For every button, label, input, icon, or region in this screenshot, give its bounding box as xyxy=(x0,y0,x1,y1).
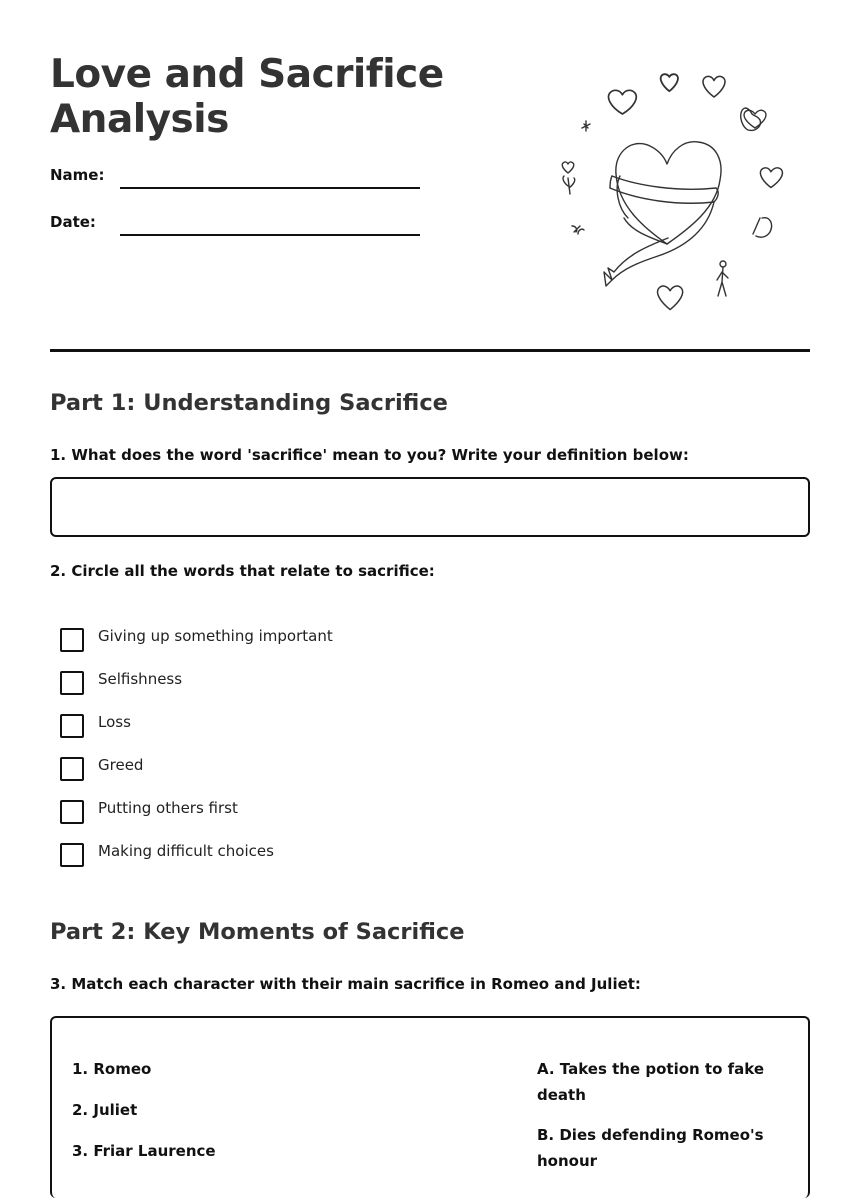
checkbox-label: Giving up something important xyxy=(98,627,333,645)
checkbox[interactable] xyxy=(60,671,84,695)
character-item: 1. Romeo xyxy=(72,1060,152,1078)
heart-with-ribbon-illustration xyxy=(548,68,798,318)
checkbox-label: Greed xyxy=(98,756,144,774)
checkbox-label: Making difficult choices xyxy=(98,842,274,860)
checkbox[interactable] xyxy=(60,800,84,824)
question-3: 3. Match each character with their main sacrifice in Romeo and Juliet: xyxy=(50,975,641,993)
page-title xyxy=(50,52,470,142)
name-field[interactable] xyxy=(120,187,420,189)
sacrifice-item: B. Dies defending Romeo's honour xyxy=(537,1126,764,1170)
checkbox[interactable] xyxy=(60,843,84,867)
date-field[interactable] xyxy=(120,234,420,236)
date-label: Date: xyxy=(50,213,96,231)
character-item: 2. Juliet xyxy=(72,1101,138,1119)
title-line-2: Analysis xyxy=(50,97,229,142)
name-label: Name: xyxy=(50,166,105,184)
checkbox-label: Selfishness xyxy=(98,670,183,688)
question-2: 2. Circle all the words that relate to sacrifice: xyxy=(50,562,435,580)
checkbox[interactable] xyxy=(60,628,84,652)
section-divider xyxy=(50,349,810,352)
checkbox-label: Loss xyxy=(98,713,131,731)
part2-heading: Part 2: Key Moments of Sacrifice xyxy=(50,919,465,945)
definition-answer-box[interactable] xyxy=(50,477,810,537)
sacrifice-item: A. Takes the potion to fake death xyxy=(537,1060,765,1104)
matching-exercise-box xyxy=(50,1016,810,1198)
part1-heading: Part 1: Understanding Sacrifice xyxy=(50,390,448,416)
character-item: 3. Friar Laurence xyxy=(72,1142,216,1160)
checkbox[interactable] xyxy=(60,757,84,781)
checkbox-label: Putting others first xyxy=(98,799,238,817)
checkbox[interactable] xyxy=(60,714,84,738)
title-line-1: Love and Sacrifice xyxy=(50,52,444,97)
question-1: 1. What does the word 'sacrifice' mean to you? Write your definition below: xyxy=(50,446,689,464)
sacrifice-list xyxy=(537,1056,797,1188)
